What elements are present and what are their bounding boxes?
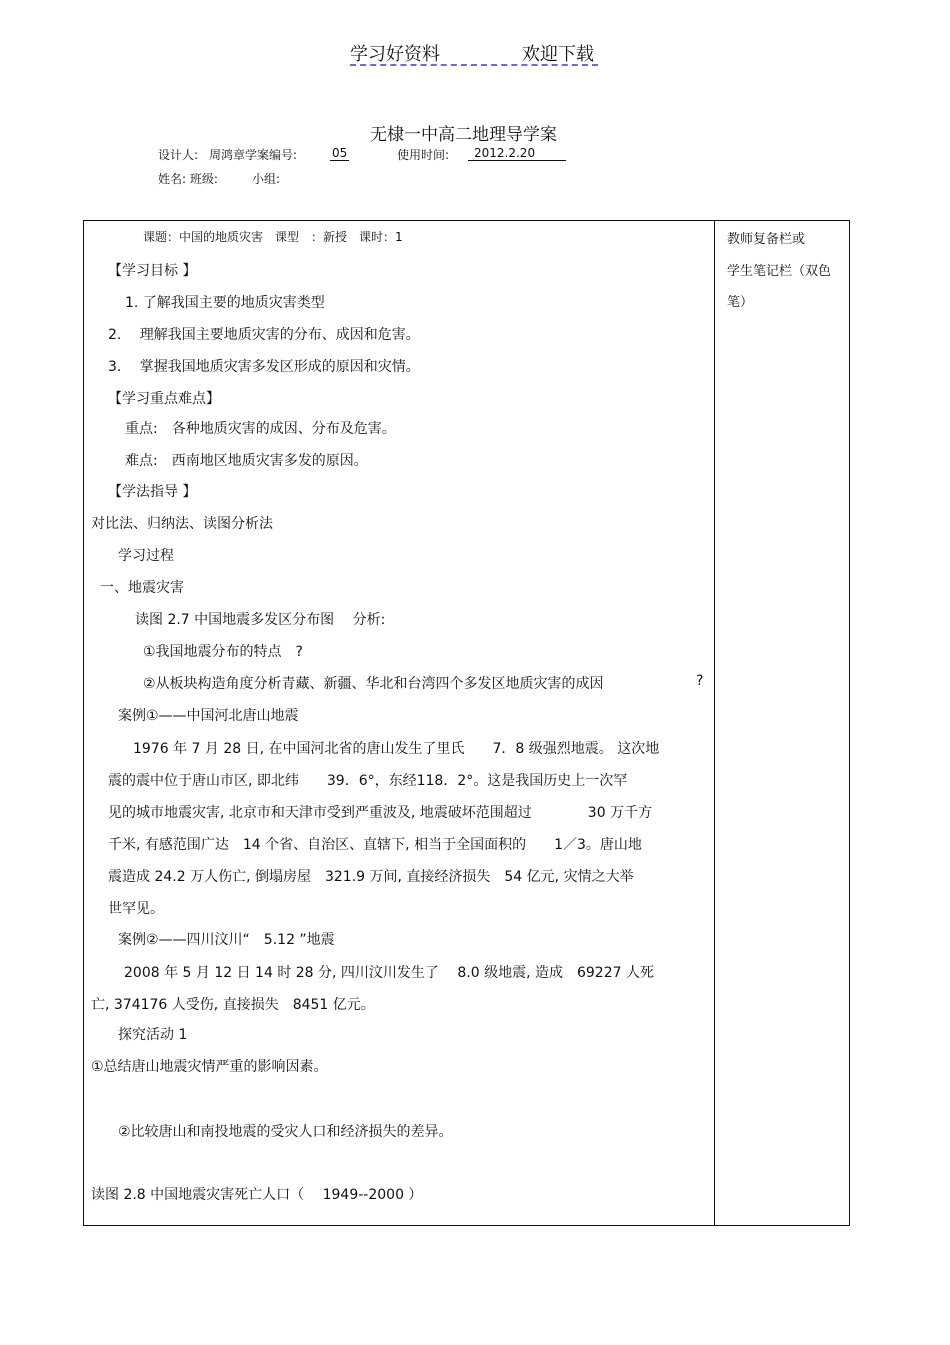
case-1-text-line6: 世罕见。	[108, 901, 164, 917]
section-heading-methods: 【学法指导 】	[108, 484, 197, 500]
question-1: ①我国地震分布的特点 ?	[143, 644, 303, 660]
name-class-label: 姓名: 班级:	[158, 172, 218, 186]
key-point: 重点: 各种地质灾害的成因、分布及危害。	[125, 421, 396, 437]
column-divider	[714, 220, 715, 1226]
activity-question-1: ①总结唐山地震灾情严重的影响因素。	[91, 1059, 328, 1075]
map-reading-prompt: 读图 2.7 中国地震多发区分布图 分析:	[135, 612, 386, 628]
designer-label: 设计人:	[158, 148, 199, 162]
section-heading-earthquake: 一、地震灾害	[100, 580, 184, 596]
objective-1: 1. 了解我国主要的地质灾害类型	[125, 295, 325, 311]
section-heading-objectives: 【学习目标 】	[108, 263, 197, 279]
methods-text: 对比法、归纳法、读图分析法	[91, 516, 273, 532]
case-2-heading: 案例②——四川汶川“ 5.12 ”地震	[118, 932, 335, 948]
case-2-text-line1: 2008 年 5 月 12 日 14 时 28 分, 四川汶川发生了 8.0 级地震, 造成 69227 人死	[124, 965, 654, 981]
case-1-heading: 案例①——中国河北唐山地震	[118, 708, 299, 724]
question-2: ②从板块构造角度分析青藏、新疆、华北和台湾四个多发区地质灾害的成因	[143, 676, 604, 692]
use-time-label: 使用时间:	[397, 148, 450, 162]
banner-left-text: 学习好资料	[350, 44, 440, 65]
sidebar-note-line2: 学生笔记栏（双色	[727, 264, 832, 279]
document-title: 无棣一中高二地理导学案	[370, 125, 557, 145]
banner-right-text: 欢迎下载	[522, 44, 594, 65]
banner-dashed-underline	[350, 64, 598, 66]
case-number: 05	[332, 146, 348, 160]
use-time-value: 2012.2.20	[468, 146, 566, 161]
lesson-info: 课题：中国的地质灾害 课型 ：新授 课时：1	[143, 230, 403, 244]
designer-name: 周鸿章学案编号:	[209, 148, 298, 162]
activity-question-2: ②比较唐山和南投地震的受灾人口和经济损失的差异。	[118, 1124, 453, 1140]
objective-2: 2. 理解我国主要地质灾害的分布、成因和危害。	[108, 327, 420, 343]
section-heading-key-points: 【学习重点难点】	[108, 391, 220, 407]
case-2-text-line2: 亡, 374176 人受伤, 直接损失 8451 亿元。	[91, 997, 375, 1013]
sidebar-note-line3: 笔）	[727, 295, 754, 310]
case-1-text-line5: 震造成 24.2 万人伤亡, 倒塌房屋 321.9 万间, 直接经济损失 54 亿元, 灾情之大举	[108, 869, 634, 885]
activity-heading: 探究活动 1	[118, 1027, 188, 1043]
sidebar-note-line1: 教师复备栏或	[727, 232, 806, 247]
case-1-text-line1: 1976 年 7 月 28 日, 在中国河北省的唐山发生了里氏 7．8 级强烈地震。 这次地	[133, 741, 660, 757]
section-heading-process: 学习过程	[118, 548, 174, 564]
question-2-mark: ?	[696, 673, 704, 689]
figure-2-8-prompt: 读图 2.8 中国地震灾害死亡人口（ 1949--2000 ）	[91, 1187, 423, 1203]
case-1-text-line3: 见的城市地震灾害, 北京市和天津市受到严重波及, 地震破坏范围超过 30 万千方	[108, 805, 653, 821]
case-1-text-line4: 千米, 有感范围广达 14 个省、自治区、直辖下, 相当于全国面积的 1／3。唐山地	[108, 837, 642, 853]
difficult-point: 难点: 西南地区地质灾害多发的原因。	[125, 453, 368, 469]
group-label: 小组:	[252, 172, 281, 186]
case-1-text-line2: 震的震中位于唐山市区, 即北纬 39．6°，东经118．2°。这是我国历史上一次罕	[108, 773, 628, 789]
objective-3: 3. 掌握我国地质灾害多发区形成的原因和灾情。	[108, 359, 420, 375]
